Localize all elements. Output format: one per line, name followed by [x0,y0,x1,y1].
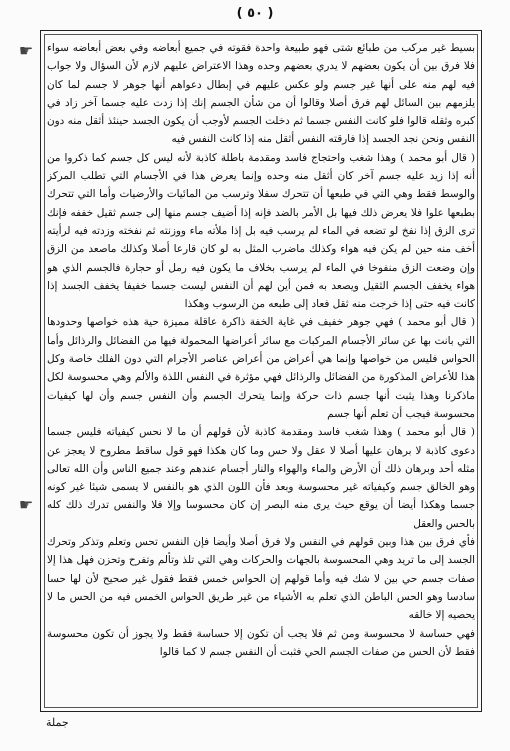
paragraph: بسيط غير مركب من طبائع شتى فهو طبيعة واحدة فقوته في جميع أبعاضه وفي بعض أبعاضه سواء فلا فرق بين أن يكون بعضهم لا يدري بعضهم وحده وهذا الاعتراض عليهم لازم لأن السؤال ولا جواب فيه لهم منه على أنها غير جسم ولو عكس عليهم في إبطال دعواهم أنها جوهر لا جسم لما كان يلزمهم بين السائل لهم فرق أصلا وقالوا أن من شأن الجسم إنك إذا زدت عليه جسما آخر زاد في كبره وثقله قالوا فلو كانت النفس جسما ثم دخلت الجسم لأوجب أن يكون الجسد حينئذ أثقل منه دون النفس ونحن نجد الجسد إذا فارقته النفس أثقل منه إذا كانت النفس فيه [47,42,475,146]
paragraph: فأي فرق بين هذا وبين قولهم في النفس ولا فرق أصلا وأيضا فإن النفس تحس وتعلم وتذكر وتحرك الجسد إلى ما تريد وهي المحسوسة بالجهات والحركات وهي التي تلذ وتألم وتفرح وتحزن فهل هذا إلا صفات جسم حي بين لا شك فيه وأما قولهم إن الحواس خمس فقط فقول غير صحيح لأن لها حسا سادسا وهو الحس الباطن الذي تعلم به الأشياء من غير طريق الحواس الخمس فيه من الحس ما لا يحصيه إلا خالقه [47,536,475,622]
catchword: جملة [46,716,69,729]
page-number: ( ٥٠ ) [236,6,274,21]
paragraph: فهي حساسة لا محسوسة ومن ثم فلا يجب أن تكون إلا حساسة فقط ولا يجوز أن تكون محسوسة فقط لأن الحس من صفات الجسم الحي فثبت أن النفس جسم لا كما قالوا [47,627,475,658]
body-text [47,39,475,703]
paragraph: ( قال أبو محمد ) وهذا شغب واحتجاج فاسد ومقدمة باطلة كاذبة لأنه ليس كل جسم كما ذكروا من أنه إذا زيد عليه جسم آخر كان أثقل منه وحده وإنما يعرض هذا في الأجسام التي تطلب المركز والوسط فقط وهي التي في طبعها أن تتحرك سفلا وترسب من المائيات والأرضيات وأما التي تتحرك بطبعها علوا فلا يعرض ذلك فيها بل الأمر بالضد فإنه إذا أضيف جسم منها إلى جسم ثقيل خففه فإنك ترى الزق إذا نفخ لو تضعه في الماء لم يرسب فيه بل إذا ملأته ماء ووزنته ثم نفخته وزدته فيه لرأيته أخف منه حين لم يكن فيه هواء وكذلك ماضرب المثل به لو كان قارعا أصلا وكذلك ماصعد من الزق وإن وضعت الزق منفوخا في الماء لم يرسب بخلاف ما يكون فيه رمل أو حجارة فالجسم الذي هو هواء يخفف الجسم الثقيل ويصعد به فمن أين لهم أن النفس ليست جسما خفيفا يخفف الجسد إذا كانت فيه حتى إذا خرجت منه ثقل فعاد إلى طبعه من الرسوب وهكذا [47,151,475,311]
margin-pointer-icon: ☛ [18,41,34,60]
paragraph: ( قال أبو محمد ) وهذا شغب فاسد ومقدمة كاذبة لأن قولهم أن ما لا نحس كيفياته فليس جسما دعوى كاذبة لا برهان عليها أصلا لا عقل ولا حس وما كان هكذا فهو قول ساقط مطروح لا يعجز عن مثله أحد وبرهان ذلك أن الأرض والماء والهواء والنار أجسام عندهم وعند جميع الناس وأن الله تعالى وهو الخالق جسم وكيفياته غير محسوسة وبعد فأن اللون الذي هو بالنفس لا يسمى شيئا غير كونه جسما وهكذا أيضا أن يوقع حيث يرى منه البصر إن كان محسوسا وإلا فلا والنفس تدرك ذلك كله بالحس والعقل [47,426,475,530]
text-frame [40,30,482,712]
margin-pointer-icon: ☛ [18,495,34,514]
paragraph: ( قال أبو محمد ) فهي جوهر خفيف في غاية الخفة ذاكرة عاقلة مميزة حية هذه خواصها وحدودها التي بانت بها عن سائر الأجسام المركبات مع سائر أعراضها المحمولة فيها من الفضائل والرذائل وأما الحواس فليس من خواصها وإنما هي أعراض من أعراض عناصر الأجرام التي دون الفلك خاصة وكل هذا للأعراض المذكورة من الفضائل والرذائل فهي مؤثرة في النفس اللذة والألم وهي محسوسة لكل ماذكرنا وهذا يثبت أنها جسم ذات حركة وإنما يتحرك الجسم وأن النفس جسم وأن لها كيفيات محسوسة فيجب أن تعلم أنها جسم [47,316,475,420]
